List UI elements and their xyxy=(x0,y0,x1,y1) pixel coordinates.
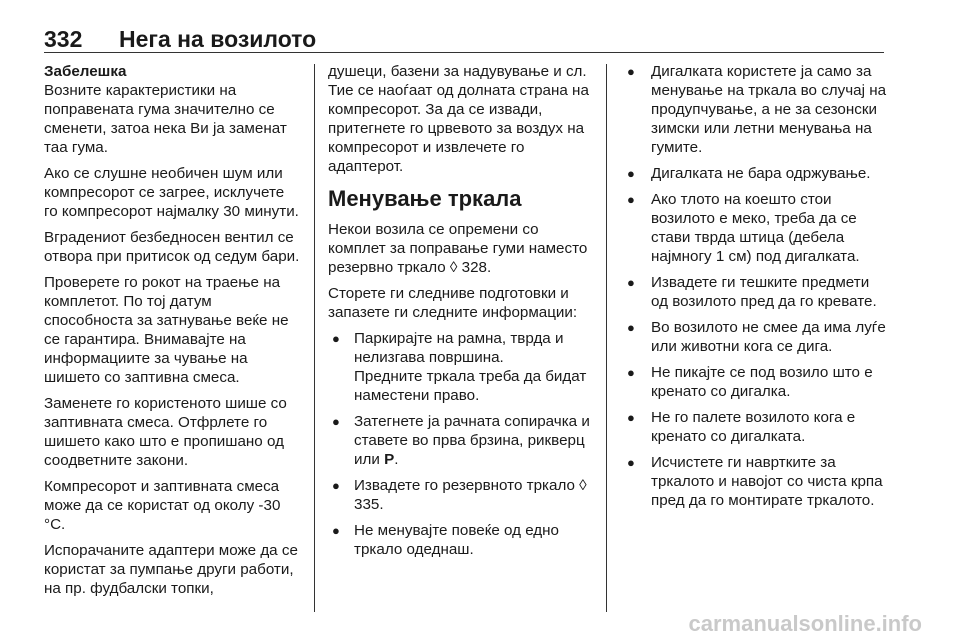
list-item-text: Извадете ги тешките предмети од возилото пред да го кревате. xyxy=(651,274,877,310)
paragraph: Вградениот безбедносен вентил се отвора при притисок од седум бари. xyxy=(44,229,300,265)
list-item xyxy=(621,62,887,157)
list-item xyxy=(621,273,887,311)
list-item-text: Дигалката користете ја само за менување на тркала во случај на продупчување, а не за сезонски зимски или летни менувања на гумите. xyxy=(651,63,887,156)
list-item-text: Не менувајте повеќе од едно тркало одеднаш. xyxy=(354,522,560,558)
bullet-icon: ● xyxy=(627,64,635,79)
bullet-icon: ● xyxy=(332,523,340,538)
list-item-text: Дигалката не бара одржување. xyxy=(651,165,871,182)
bullet-icon: ● xyxy=(627,192,635,207)
list-item xyxy=(328,476,592,514)
paragraph: Испорачаните адаптери може да се користат за пумпање други работи, на пр. фудбалски топки, xyxy=(44,542,298,597)
list-item-text: Затегнете ја рачната сопирачка и ставете во прва брзина, рикверц или xyxy=(354,413,590,468)
paragraph: Сторете ги следниве подготовки и запазете ги следните информации: xyxy=(328,285,578,321)
list-item xyxy=(621,453,887,510)
column-3 xyxy=(621,62,887,517)
page-ref-link[interactable]: 328. xyxy=(461,259,492,276)
list-item-text: Во возилото не смее да има луѓе или животни кога се дига. xyxy=(651,319,886,355)
header-rule xyxy=(44,52,884,53)
column-2 xyxy=(328,62,592,566)
intro-text: Некои возила се опремени со комплет за поправање гуми наместо резервно тркало xyxy=(328,221,588,276)
column-divider-1 xyxy=(314,64,315,612)
bullet-icon: ● xyxy=(627,166,635,181)
column-divider-2 xyxy=(606,64,607,612)
list-item xyxy=(621,318,887,356)
list-item xyxy=(621,164,887,183)
list-item-text: Исчистете ги навртките за тркалото и навојот со чиста крпа пред да го монтирате тркалото. xyxy=(651,454,883,509)
paragraph: Заменете го користеното шише со заптивната смеса. Отфрлете го шишето како што е пропишано од соодветните закони. xyxy=(44,395,287,469)
bullet-icon: ● xyxy=(627,275,635,290)
paragraph: Возните карактеристики на поправената гума значително се сменети, затоа нека Ви ја заменат таа гума. xyxy=(44,82,287,156)
bullet-list xyxy=(328,329,592,559)
list-item-text: Паркирајте на рамна, тврда и нелизгава површина. xyxy=(354,330,564,366)
bullet-icon: ● xyxy=(332,331,340,346)
list-item-text: Извадете го резервното тркало xyxy=(354,477,580,494)
bullet-icon: ● xyxy=(627,365,635,380)
section-title: Менување тркала xyxy=(328,186,522,211)
list-item-text: . xyxy=(394,451,399,468)
bullet-list xyxy=(621,62,887,510)
watermark: carmanualsonline.info xyxy=(688,611,922,636)
bullet-icon: ● xyxy=(332,414,340,429)
page-ref-link[interactable]: 335. xyxy=(354,496,384,513)
list-item xyxy=(328,412,592,469)
paragraph: Проверете го рокот на траење на комплетот. По тој датум способноста за затнување веќе не се гарантира. Внимавајте на информациите за чување на шишето со заптивна смеса. xyxy=(44,274,289,386)
chapter-title: Нега на возилото xyxy=(119,26,317,52)
intro-paragraph xyxy=(328,220,592,277)
paragraph: Ако се слушне необичен шум или компресорот се загрее, исклучете го компресорот најмалку 30 минути. xyxy=(44,165,299,220)
list-item-text: Предните тркала треба да бидат наместени право. xyxy=(354,368,587,404)
list-item xyxy=(621,363,887,401)
note-title: Забелешка xyxy=(44,63,127,80)
list-item-text: Не го палете возилото кога е кренато со дигалката. xyxy=(651,409,856,445)
list-item xyxy=(328,521,592,559)
bullet-icon: ● xyxy=(627,455,635,470)
column-1 xyxy=(44,62,302,605)
list-item-text: Не пикајте се под возило што е кренато со дигалка. xyxy=(651,364,873,400)
bullet-icon: ● xyxy=(627,410,635,425)
list-item xyxy=(621,190,887,266)
gear-letter: P xyxy=(384,451,395,468)
paragraph: душеци, базени за надувување и сл. Тие се наоѓаат од долната страна на компресорот. За да се извади, притегнете го црвевото за воздух на компресорот и извлечете го адаптерот. xyxy=(328,63,589,175)
bullet-icon: ● xyxy=(332,478,340,493)
page-ref-icon: ◊ xyxy=(579,477,587,494)
list-item xyxy=(328,329,592,405)
list-item-text: Ако тлото на коешто стои возилото е меко, треба да се стави тврда штица (дебела најмногу 1 см) под дигалката. xyxy=(651,191,860,265)
paragraph: Компресорот и заптивната смеса може да се користат од околу -30 °C. xyxy=(44,478,281,533)
bullet-icon: ● xyxy=(627,320,635,335)
page-number: 332 xyxy=(44,26,83,52)
page-ref-icon: ◊ xyxy=(449,259,458,276)
list-item xyxy=(621,408,887,446)
